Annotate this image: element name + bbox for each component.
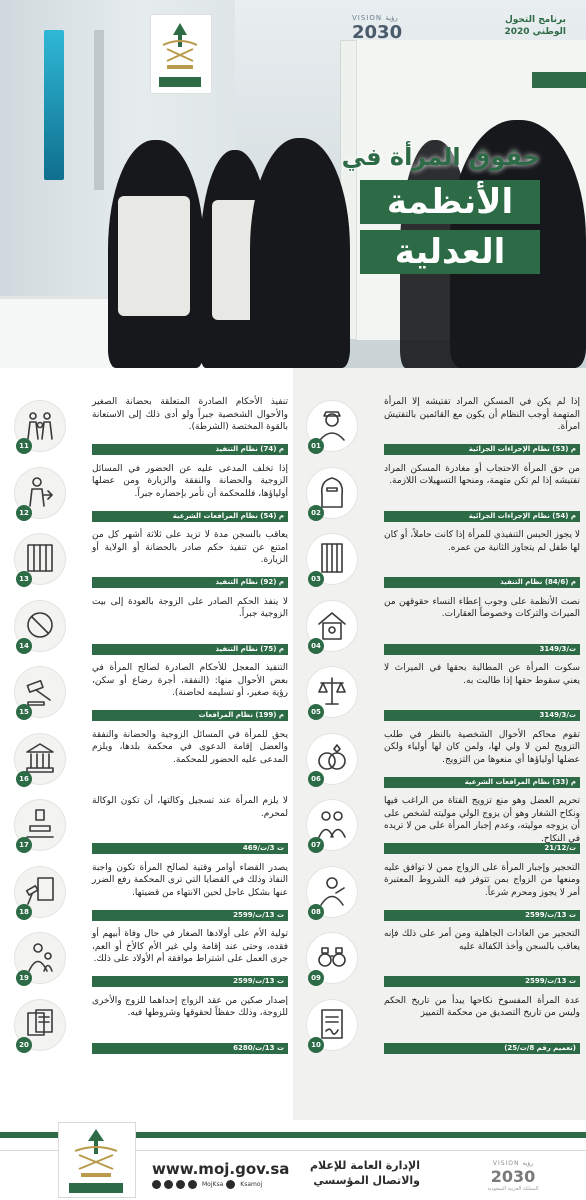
right-text: يصدر القضاء أوامر وقتية لصالح المرأة تكون واجبة النفاذ وذلك في القضايا التي ترى المحكمة رفع الضرر عنها بشكل عاجل لحين الانتهاء من قضيتها. [92, 862, 288, 898]
item-number-badge: 02 [308, 505, 324, 521]
hero-pillar [94, 30, 104, 190]
summon-person-icon [14, 467, 66, 519]
national-transformation-logo: برنامج التحول الوطني 2020 [504, 15, 566, 37]
right-text: إذا لم يكن في المسكن المراد تفتيشه إلا المرأة المتهمة أوجب النظام أن يكون مع القائمين بالتفتيش امرأة. [384, 397, 580, 432]
item-number-badge: 03 [308, 571, 324, 587]
right-text: نصت الأنظمة على وجوب إعطاء النساء حقوقهن من الميراث والتركات وخصوصاً العقارات. [384, 596, 580, 619]
veiled-woman-icon [306, 467, 358, 519]
legal-reference-badge: ت 13/ت/2599 [384, 976, 580, 987]
social-links [152, 1180, 292, 1189]
item-number-badge: 15 [16, 704, 32, 720]
mother-icon [14, 932, 66, 984]
right-item-09 [300, 928, 580, 994]
right-text: يحق للمرأة في المسائل الزوجية والحضانة والنفقة والعضل إقامة الدعوى في محكمة بلدها، ويلزم المدعى عليه الحضور للمحكمة. [92, 729, 288, 765]
scales-icon [306, 666, 358, 718]
social-handle-2[interactable]: Ksamoj [240, 1181, 263, 1188]
family-icon [14, 400, 66, 452]
legal-reference-badge: ت/21/12 [384, 843, 580, 854]
woman-refusing-icon [306, 866, 358, 918]
legal-reference-badge: م (75) نظام التنفيذ [92, 644, 288, 655]
item-number-badge: 14 [16, 638, 32, 654]
right-item-06 [300, 729, 580, 795]
right-item-17 [8, 795, 288, 861]
stamp-icon [14, 799, 66, 851]
item-number-badge: 06 [308, 771, 324, 787]
hero-photo [0, 0, 586, 368]
right-item-08 [300, 862, 580, 928]
right-item-04 [300, 596, 580, 662]
right-item-14 [8, 596, 288, 662]
item-number-badge: 16 [16, 771, 32, 787]
right-item-18 [8, 862, 288, 928]
item-number-badge: 20 [16, 1037, 32, 1053]
right-item-20 [8, 995, 288, 1061]
legal-reference-badge: م (33) نظام المرافعات الشرعية [384, 777, 580, 788]
right-text: يعاقب بالسجن مدة لا تزيد على ثلاثة أشهر كل من امتنع عن تنفيذ حكم صادر بالحضانة أو الولاية أو الزيارة. [92, 530, 288, 565]
legal-reference-badge: ت 13/ت/2599 [92, 910, 288, 921]
twitter-icon[interactable] [152, 1180, 161, 1189]
moj-logo-footer [58, 1122, 136, 1198]
right-text: إذا تخلف المدعى عليه عن الحضور في المسائل الزوجية والحضانة والنفقة والزيارة ومن عضلها أولياؤها، فللمحكمة أن تأمر بإحضاره جبراً. [92, 463, 288, 499]
vision-2030-logo: VISION رؤية 2030 المملكة العربية السعودية [487, 1160, 539, 1192]
right-item-03 [300, 529, 580, 595]
right-text: سكوت المرأة عن المطالبة بحقها في الميراث لا يعني سقوط حقها إذا طالبت به. [384, 663, 580, 686]
right-text: تقوم محاكم الأحوال الشخصية بالنظر في طلب التزويج لمن لا ولي لها، ولمن كان لها أولياء ولكن عضلها أولياؤها أي منعوها من التزويج. [384, 729, 580, 765]
item-number-badge: 01 [308, 438, 324, 454]
right-item-19 [8, 928, 288, 994]
item-number-badge: 12 [16, 505, 32, 521]
item-number-badge: 10 [308, 1037, 324, 1053]
vision-2030-logo-top: VISION رؤية 2030 [352, 14, 403, 43]
legal-reference-badge: م (199) نظام المرافعات [92, 710, 288, 721]
item-number-badge: 04 [308, 638, 324, 654]
right-text: إصدار صكين من عقد الزواج إحداهما للزوج والأخرى للزوجة، وذلك حفظاً لحقوقها وشروطها فيه. [92, 995, 288, 1018]
right-text: التحجير وإجبار المرأة على الزواج ممن لا توافق عليه ومنعها من الزواج بمن تتوفر فيه الشروط المعتبرة أمر لا يجوز ومحرم شرعاً. [384, 862, 580, 898]
gavel-icon [14, 666, 66, 718]
legal-reference-badge: ت 3/ت/469 [92, 843, 288, 854]
hero-title [330, 140, 540, 274]
right-item-07 [300, 795, 580, 861]
title-line-3: العدلية [360, 230, 540, 274]
twitter-icon-2[interactable] [226, 1180, 235, 1189]
hero-screen [44, 30, 64, 180]
right-text: تحريم العضل وهو منع تزويج الفتاة من الراغب فيها ونكاح الشغار وهو أن يزوج الولي موليته لشخص على أن يزوجه موليته، وعدم إجبار المرأة على من لا تريده في النكاح. [384, 796, 580, 844]
item-number-badge: 11 [16, 438, 32, 454]
handcuffs-icon [306, 932, 358, 984]
legal-reference-badge [92, 777, 288, 788]
item-number-badge: 19 [16, 970, 32, 986]
right-text: من حق المرأة الاحتجاب أو مغادرة المسكن المراد تفتيشه إذا لم تكن متهمة، ومنحها التسهيلات اللازمة. [384, 463, 580, 486]
right-text: تولية الأم على أولادها الصغار في حال وفاة أبيهم أو فقده، وحتى عند إقامة ولي غير الأم كالأخ أو العم، جرى العمل على اشتراط موافقة أم الأولاد على ذلك. [92, 929, 288, 964]
right-text: لا يلزم المرأة عند تسجيل وكالتها، أن تكون الوكالة لمحرم. [92, 796, 288, 819]
right-item-10 [300, 995, 580, 1061]
legal-reference-badge: م (74) نظام التنفيذ [92, 444, 288, 455]
legal-reference-badge: م (92) نظام التنفيذ [92, 577, 288, 588]
courthouse-icon [14, 733, 66, 785]
right-text: تنفيذ الأحكام الصادرة المتعلقة بحضانة الصغير والأحوال الشخصية جبراً ولو أدى ذلك إلى الاستعانة بالقوة المختصة (الشرطة). [92, 397, 288, 432]
prohibited-icon [14, 600, 66, 652]
item-number-badge: 09 [308, 970, 324, 986]
prison-bars-icon [14, 533, 66, 585]
item-number-badge: 13 [16, 571, 32, 587]
department-name: الإدارة العامة للإعلام والاتصال المؤسسي [310, 1159, 420, 1187]
legal-reference-badge: م (54) نظام الإجراءات الجزائية [384, 511, 580, 522]
right-item-12 [8, 463, 288, 529]
legal-reference-badge: م (53) نظام الإجراءات الجزائية [384, 444, 580, 455]
right-item-11 [8, 396, 288, 462]
police-officer-icon [306, 400, 358, 452]
right-text: لا ينفذ الحكم الصادر على الزوجة بالعودة إلى بيت الزوجية جبراً. [92, 596, 288, 619]
hero-panel-header [532, 72, 586, 88]
item-number-badge: 18 [16, 904, 32, 920]
right-item-15 [8, 662, 288, 728]
legal-reference-badge: ت 13/ت/6280 [92, 1043, 288, 1054]
legal-reference-badge: (تعميم رقم 8/ت/25) [384, 1043, 580, 1054]
right-item-13 [8, 529, 288, 595]
two-documents-icon [14, 999, 66, 1051]
legal-reference-badge: ت/3149/3 [384, 710, 580, 721]
house-inheritance-icon [306, 600, 358, 652]
footer [0, 1120, 586, 1200]
snapchat-icon[interactable] [164, 1180, 173, 1189]
right-text: لا يجوز الحبس التنفيذي للمرأة إذا كانت حاملاً، أو كان لها طفل لم يتجاوز الثانية من عمره. [384, 530, 580, 553]
item-number-badge: 07 [308, 837, 324, 853]
right-text: التحجير من العادات الجاهلية ومن أمر على ذلك فإنه يعاقب بالسجن وأخذ الكفالة عليه [384, 929, 580, 952]
item-number-badge: 17 [16, 837, 32, 853]
signed-document-icon [306, 999, 358, 1051]
gavel-document-icon [14, 866, 66, 918]
right-text: عدة المرأة المفسوخ نكاحها يبدأ من تاريخ الحكم وليس من تاريخ التصديق من محكمة التمييز [384, 995, 580, 1018]
youtube-icon[interactable] [188, 1180, 197, 1189]
legal-reference-badge: ت 13/ت/2599 [92, 976, 288, 987]
moj-wall-logo [150, 14, 212, 94]
title-line-2: الأنظمة [360, 180, 540, 224]
right-text: التنفيذ المعجل للأحكام الصادرة لصالح المرأة في بعض الأحوال منها: (النفقة، أجرة رضاع أو سكن، رؤية صغير، أو تسليمه لحاضنة). [92, 663, 288, 698]
prison-door-icon [306, 533, 358, 585]
rights-section [0, 368, 586, 1120]
legal-reference-badge: ت/3149/3 [384, 644, 580, 655]
right-item-02 [300, 463, 580, 529]
social-handle-1[interactable]: MojKsa [202, 1181, 224, 1188]
wedding-rings-icon [306, 733, 358, 785]
legal-reference-badge: م (54) نظام المرافعات الشرعية [92, 511, 288, 522]
right-item-01 [300, 396, 580, 462]
hero-person-1-vest [118, 196, 190, 316]
legal-reference-badge: ت 13/ت/2599 [384, 910, 580, 921]
item-number-badge: 05 [308, 704, 324, 720]
legal-reference-badge: م (84/6) نظام التنفيذ [384, 577, 580, 588]
title-line-1: حقوق المرأة في [341, 143, 540, 171]
instagram-icon[interactable] [176, 1180, 185, 1189]
item-number-badge: 08 [308, 904, 324, 920]
right-item-05 [300, 662, 580, 728]
website-url[interactable]: www.moj.gov.sa [152, 1160, 290, 1178]
couple-icon [306, 799, 358, 851]
right-item-16 [8, 729, 288, 795]
